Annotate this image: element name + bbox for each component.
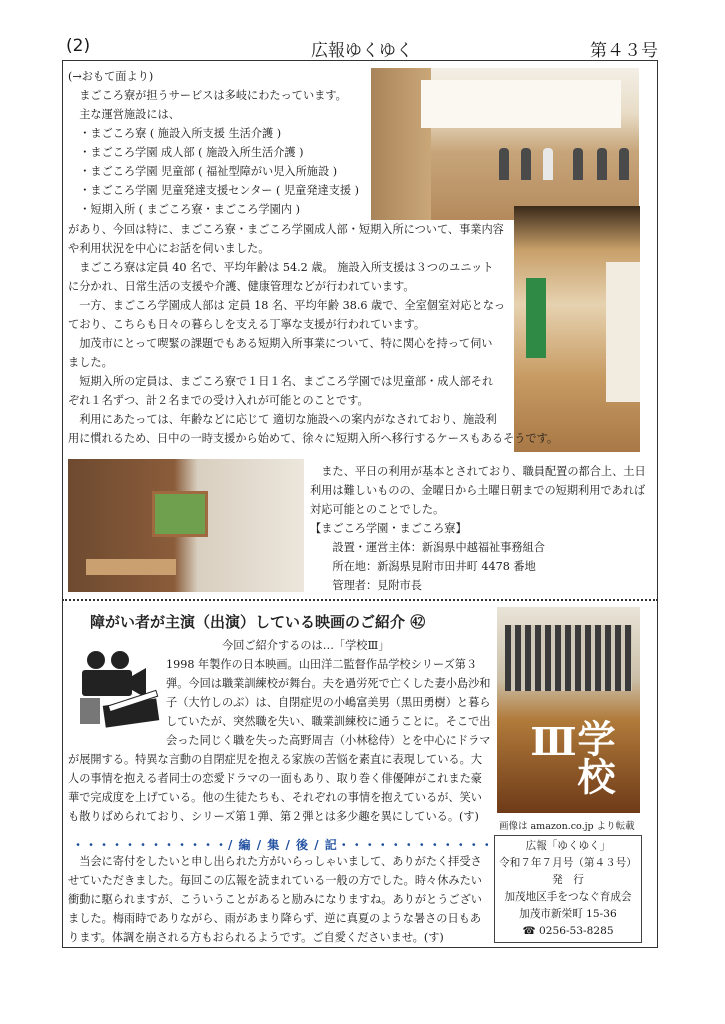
text-line: 弾。今回は職業訓練校が舞台。夫を過労死で亡くした妻小島沙和 [166, 677, 491, 690]
publisher-address: 加茂市新栄町 15-36 [519, 908, 617, 920]
text-line: (→おもて面より) [68, 70, 154, 83]
text-line: が展開する。特異な言動の自閉症児を抱える家族の苦悩を素直に表現している。大 [68, 753, 482, 766]
text-line: 人の事情を抱える者同士の恋愛ドラマの一面もあり、取り巻く俳優陣がこれまた豪 [68, 772, 482, 785]
text-line: 1998 年製作の日本映画。山田洋二監督作品学校シリーズ第３ [166, 658, 478, 671]
movie-section-title: 障がい者が主演（出演）している映画のご紹介 ㊷ [90, 613, 426, 631]
text-line: 対応可能とのことでした。 [310, 503, 445, 516]
dvd-title: 学校Ⅲ [531, 719, 616, 795]
text-line: 会った同じく職を失った高野周吉（小林稔侍）とを中心にドラマ [166, 734, 491, 747]
publisher-org: 加茂地区手をつなぐ育成会 [504, 891, 632, 903]
text-line: ります。体調を崩される方もおられるようです。ご自愛くださいませ。(す) [68, 931, 444, 944]
text-line: まごころ寮は定員 40 名で、平均年齢は 54.2 歳。 施設入所支援は３つのユニット [68, 261, 494, 274]
text-line: ており、こちらも日々の暮らしを支える丁寧な支援が行われています。 [68, 318, 426, 331]
text-line: ました。 [68, 356, 113, 369]
corridor-photo [514, 206, 640, 452]
text-line: ・まごころ学園 児童部 ( 福祉型障がい児入所施設 ) [68, 165, 338, 178]
text-line: ました。梅雨時でありながら、雨があまり降らず、逆に真夏のような暑さの日もあ [68, 912, 482, 925]
text-line: 華で完成度を上げている。他の生徒たちも、それぞれの事情を抱えているが、笑い [68, 791, 482, 804]
text-line: ・まごころ学園 成人部 ( 施設入所生活介護 ) [68, 146, 304, 159]
text-line: も散りばめられており、シリーズ第１弾、第２弾とは多少趣を異にしている。(す) [68, 810, 479, 823]
facility-address: 所在地：新潟県見附市田井町 4478 番地 [310, 560, 536, 573]
text-line: や利用状況を中心にお話を伺いました。 [68, 242, 270, 255]
text-line: に分かれ、日常生活の支援や介護、健康管理などが行われています。 [68, 280, 415, 293]
text-line: 主な運営施設には、 [68, 108, 180, 121]
text-line: 加茂市にとって喫緊の課題でもある短期入所事業について、特に関心を持って伺い [68, 337, 493, 350]
publication-date: 令和７年７月号（第４３号） [499, 857, 637, 869]
text-line: 子（大竹しのぶ）は、自閉症児の小嶋富美男（黒田勇樹）と暮ら [166, 696, 491, 709]
text-line: ・短期入所 ( まごころ寮・まごころ学園内 ) [68, 203, 300, 216]
facility-manager: 管理者：見附市長 [310, 579, 422, 592]
facility-heading: 【まごころ学園・まごころ寮】 [310, 522, 467, 535]
text-line: 短期入所の定員は、まごころ寮で１日１名、まごころ学園では児童部・成人部それ [68, 375, 494, 388]
film-camera-icon [76, 646, 162, 728]
text-line: 用に慣れるため、日中の一時支援から始めて、徐々に短期入所へ移行するケースもあるそうです。 [68, 432, 559, 445]
text-line: していたが、突然職を失い、職業訓練校に通うことに。そこで出 [166, 715, 491, 728]
text-line: せていただきました。毎回この広報を読まれている一般の方でした。時々休みたい [68, 874, 482, 887]
text-line: があり、今回は特に、まごころ寮・まごころ学園成人部・短期入所について、事業内容 [68, 223, 504, 236]
newsletter-title: 広報ゆくゆく [311, 41, 413, 61]
section-divider [62, 599, 658, 601]
image-credit: 画像は amazon.co.jp より転載 [499, 821, 635, 832]
text-line: 一方、まごころ学園成人部は 定員 18 名、平均年齢 38.6 歳で、全室個室対応となっ [68, 299, 506, 312]
editorial-heading: ・・・・・・・・・・・・/ 編 / 集 / 後 / 記・・・・・・・・・・・・ [72, 838, 494, 852]
publication-name: 広報「ゆくゆく」 [525, 840, 611, 852]
publisher-label: 発 行 [552, 874, 584, 886]
dvd-cover-image [497, 607, 640, 813]
text-line: 利用にあたっては、年齢などに応じて 適切な施設への案内がなされており、施設利 [68, 413, 497, 426]
hall-photo [371, 68, 639, 220]
text-line: ・まごころ寮 ( 施設入所支援 生活介護 ) [68, 127, 282, 140]
text-line: また、平日の利用が基本とされており、職員配置の都合上、土日 [310, 465, 646, 478]
room-photo [68, 459, 304, 592]
movie-intro: 今回ご紹介するのは…「学校Ⅲ」 [222, 639, 390, 652]
issue-number: 第４３号 [590, 41, 658, 61]
text-line: ・まごころ学園 児童発達支援センター ( 児童発達支援 ) [68, 184, 360, 197]
text-line: まごころ寮が担うサービスは多岐にわたっています。 [68, 89, 347, 102]
page-number: (2) [66, 36, 91, 56]
publisher-box [494, 835, 642, 943]
publisher-phone: ☎ 0256-53-8285 [522, 925, 614, 937]
facility-operator: 設置・運営主体：新潟県中越福祉事務組合 [310, 541, 545, 554]
text-line: 利用は難しいものの、金曜日から土曜日朝までの短期利用であれば [310, 484, 646, 497]
text-line: ぞれ１名ずつ、計２名までの受け入れが可能とのことです。 [68, 394, 369, 407]
text-line: 衝動に駆られますが、こういうことがあると励みになりますね。ありがとうござい [68, 893, 482, 906]
page-header [66, 36, 658, 60]
text-line: 当会に寄付をしたいと申し出られた方がいらっしゃいまして、ありがたく拝受さ [68, 855, 482, 868]
